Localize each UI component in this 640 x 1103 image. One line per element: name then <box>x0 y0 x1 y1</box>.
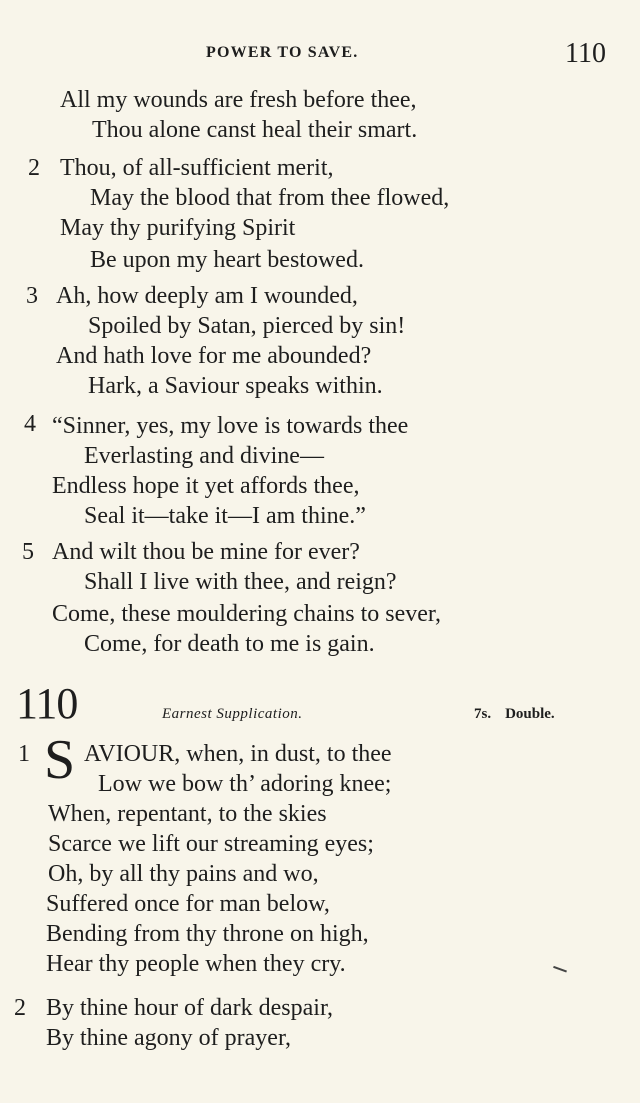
verse-line: Ah, how deeply am I wounded, <box>56 283 358 309</box>
verse-line: “Sinner, yes, my love is towards thee <box>52 413 409 439</box>
verse-line: By thine hour of dark despair, <box>46 995 333 1021</box>
verse-line: Seal it—take it—I am thine.” <box>84 503 366 529</box>
verse-line: All my wounds are fresh before thee, <box>60 87 417 113</box>
verse-line: Thou alone canst heal their smart. <box>92 117 418 143</box>
verse-line: Endless hope it yet affords thee, <box>52 473 360 499</box>
verse-line: Hark, a Saviour speaks within. <box>88 373 383 399</box>
verse-line: Come, for death to me is gain. <box>84 631 375 657</box>
verse-line: Bending from thy throne on high, <box>46 921 369 947</box>
hymn-meter <box>474 706 555 723</box>
verse-line: AVIOUR, when, in dust, to thee <box>84 741 392 767</box>
verse-line: Come, these mouldering chains to sever, <box>52 601 441 627</box>
hymn-number: 110 <box>16 679 78 728</box>
verse-number: 3 <box>26 283 38 309</box>
verse-line: Thou, of all-sufficient merit, <box>60 155 334 181</box>
verse-line: May the blood that from thee flowed, <box>90 185 450 211</box>
verse-line: Oh, by all thy pains and wo, <box>48 861 319 887</box>
hymn-title: Earnest Supplication. <box>162 706 303 722</box>
running-head: POWER TO SAVE. <box>206 44 359 61</box>
meter-type: Double. <box>505 706 555 722</box>
verse-number: 4 <box>24 411 36 437</box>
verse-line: Spoiled by Satan, pierced by sin! <box>88 313 406 339</box>
verse-line: Suffered once for man below, <box>46 891 330 917</box>
verse-line: Scarce we lift our streaming eyes; <box>48 831 374 857</box>
verse-line: And wilt thou be mine for ever? <box>52 539 360 565</box>
verse-line: And hath love for me abounded? <box>56 343 372 369</box>
verse-line: Low we bow th’ adoring knee; <box>98 771 392 797</box>
verse-line: By thine agony of prayer, <box>46 1025 291 1051</box>
verse-number: 2 <box>28 155 40 181</box>
verse-line: Shall I live with thee, and reign? <box>84 569 397 595</box>
verse-number: 2 <box>14 995 26 1021</box>
verse-line: May thy purifying Spirit <box>60 215 296 241</box>
verse-line: When, repentant, to the skies <box>48 801 327 827</box>
page-number: 110 <box>565 38 606 69</box>
verse-number: 5 <box>22 539 34 565</box>
verse-line: Hear thy people when they cry. <box>46 951 346 977</box>
meter-value: 7s. <box>474 706 492 722</box>
drop-cap: S <box>44 729 76 791</box>
verse-line: Everlasting and divine— <box>84 443 324 469</box>
verse-number: 1 <box>18 741 30 767</box>
verse-line: Be upon my heart bestowed. <box>90 247 364 273</box>
stray-mark <box>551 966 567 978</box>
